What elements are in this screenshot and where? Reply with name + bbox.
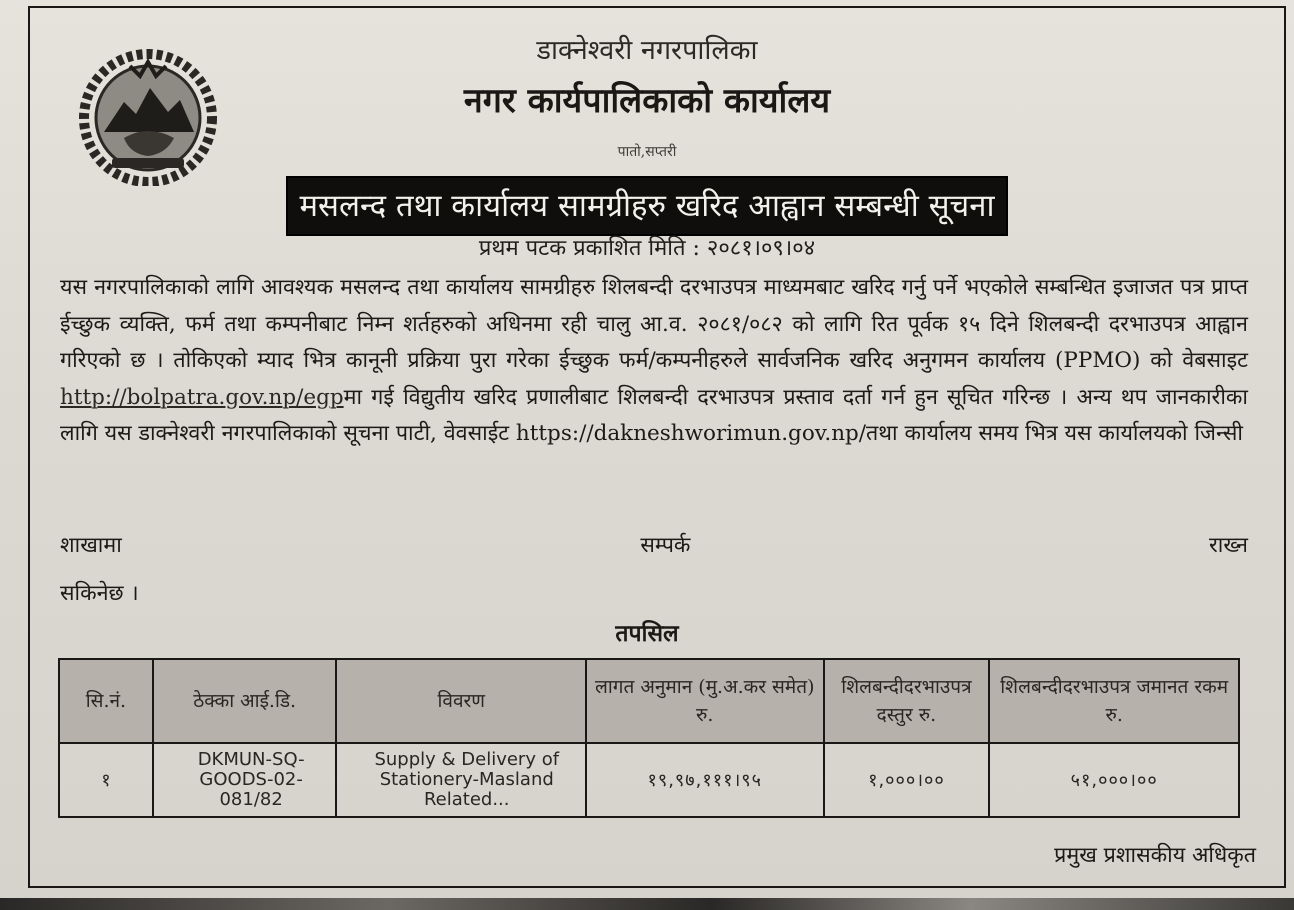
- egp-url-link[interactable]: http://bolpatra.gov.np/egp: [60, 384, 344, 410]
- municipality-name: डाक्नेश्वरी नगरपालिका: [536, 35, 758, 66]
- table-header-row: [59, 659, 1239, 743]
- body-closing: सकिनेछ ।: [60, 581, 139, 606]
- body-word-section: शाखामा: [60, 533, 122, 558]
- body-word-keep: राख्न: [1208, 533, 1248, 558]
- header-description: विवरण: [336, 659, 586, 743]
- cell-bid-security: ५१,०००।००: [989, 743, 1239, 817]
- notice-title-banner: [0, 176, 1294, 236]
- body-paragraph-part2: मा गई विद्युतीय खरिद प्रणालीबाट शिलबन्दी दरभाउपत्र प्रस्ताव दर्ता गर्न हुन सूचित गरिन्छ । अन्य थप जानकारीका लागि यस डाक्नेश्वरी नगरपालिकाको सूचना पाटी, वेवसाईट https://dakneshworimun.gov.np/तथा कार्यालय समय भित्र यस कार्यालयको जिन्सी: [60, 384, 1248, 446]
- tender-table: [58, 658, 1240, 818]
- cell-cost-estimate: १९,९७,१११।९५: [586, 743, 824, 817]
- header-bid-fee: शिलबन्दीदरभाउपत्र दस्तुर रु.: [824, 659, 990, 743]
- cell-description: Supply & Delivery of Stationery-Masland Related...: [336, 743, 586, 817]
- body-paragraph-part1: यस नगरपालिकाको लागि आवश्यक मसलन्द तथा कार्यालय सामग्रीहरु शिलबन्दी दरभाउपत्र माध्यमबाट खरिद गर्नु पर्ने भएकोले सम्बन्धित इजाजत पत्र प्राप्त ईच्छुक व्यक्ति, फर्म तथा कम्पनीबाट निम्न शर्तहरुको अधिनमा रही चालु आ.व. २०८१/०८२ को लागि रित पूर्वक १५ दिने शिलबन्दी दरभाउपत्र आह्वान गरिएको छ । तोकिएको म्याद भित्र कानूनी प्रक्रिया पुरा गरेका ईच्छुक फर्म/कम्पनीहरुले सार्वजनिक खरिद अनुगमन कार्यालय (PPMO) को वेबसाइट: [60, 275, 1248, 373]
- body-last-line: [60, 530, 1248, 559]
- publication-date: प्रथम पटक प्रकाशित मिति : २०८१।०९।०४: [478, 236, 816, 261]
- office-location: पातो,सप्तरी: [617, 144, 677, 160]
- cell-bid-fee: १,०००।००: [824, 743, 990, 817]
- header-cost-estimate: लागत अनुमान (मु.अ.कर समेत) रु.: [586, 659, 824, 743]
- table-title: तपसिल: [615, 620, 679, 647]
- cell-serial: १: [59, 743, 153, 817]
- signatory-title: प्रमुख प्रशासकीय अधिकृत: [1054, 843, 1256, 868]
- cell-contract-id: DKMUN-SQ-GOODS-02-081/82: [153, 743, 337, 817]
- body-word-contact: सम्पर्क: [640, 533, 691, 558]
- header-serial: सि.नं.: [59, 659, 153, 743]
- office-name: नगर कार्यपालिकाको कार्यालय: [463, 81, 831, 121]
- notice-title: मसलन्द तथा कार्यालय सामग्रीहरु खरिद आह्वान सम्बन्धी सूचना: [286, 176, 1009, 236]
- header-contract-id: ठेक्का आई.डि.: [153, 659, 337, 743]
- bottom-edge-strip: [0, 898, 1294, 910]
- header-bid-security: शिलबन्दीदरभाउपत्र जमानत रकम रु.: [989, 659, 1239, 743]
- notice-body: [60, 270, 1248, 453]
- table-row: [59, 743, 1239, 817]
